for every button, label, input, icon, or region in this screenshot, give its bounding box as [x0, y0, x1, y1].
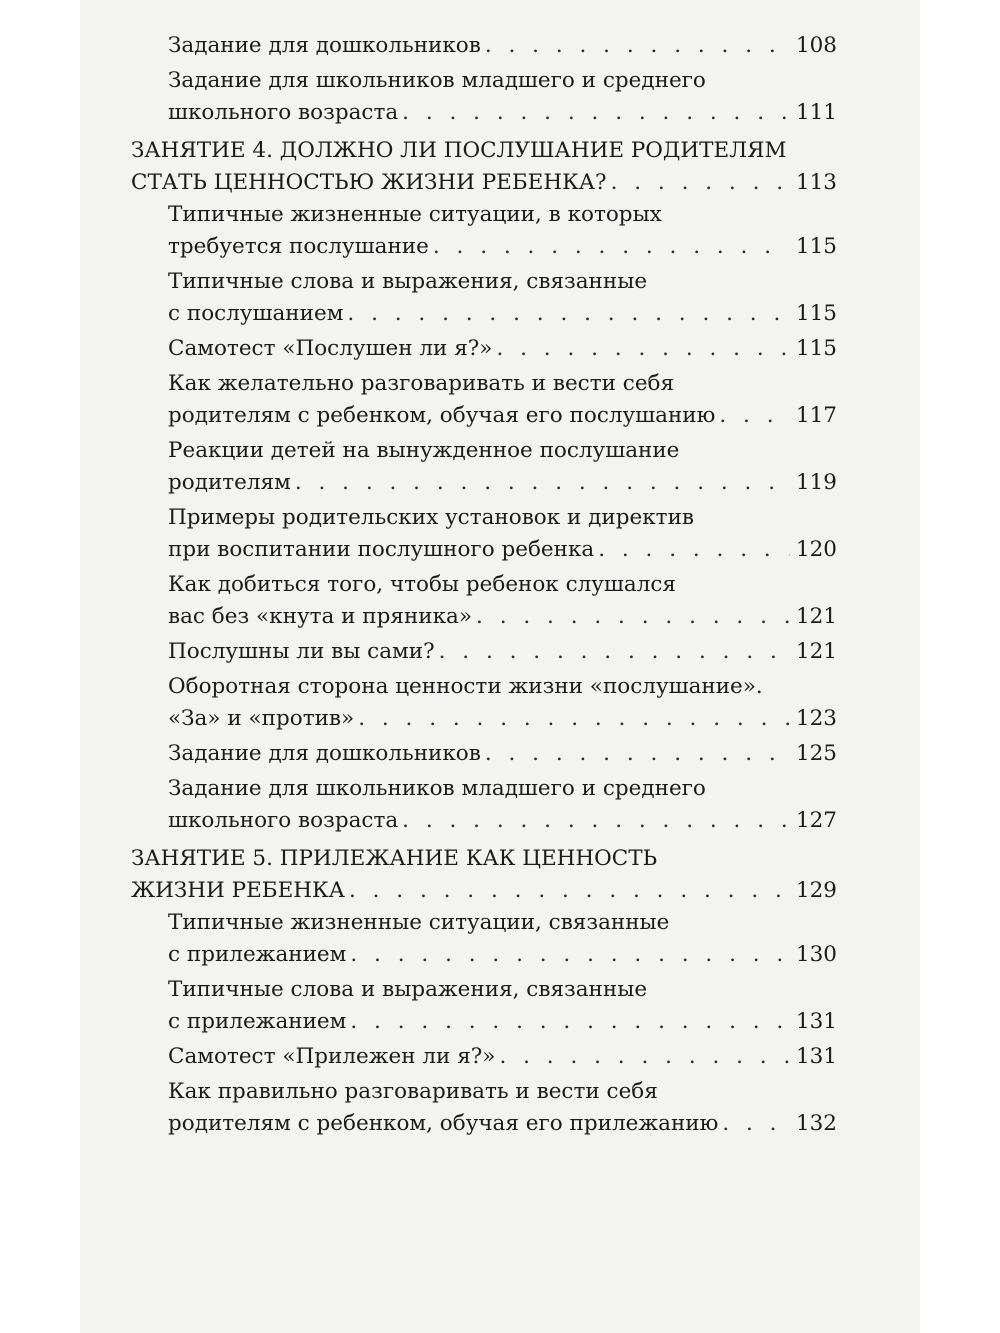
toc-page-number: 130: [795, 942, 837, 967]
toc-entry-title: школьного возраста: [168, 808, 399, 833]
toc-entry-last-line: [168, 534, 837, 566]
toc-page-number: 131: [795, 1009, 837, 1034]
toc-entry-line: [168, 502, 837, 534]
toc-entry-last-line: [168, 601, 837, 633]
dot-leader: [295, 467, 790, 499]
toc-entry: [131, 30, 837, 62]
toc-entry-last-line: [168, 333, 837, 365]
toc-chapter-entry: [131, 135, 837, 199]
toc-entry-title: при воспитании послушного ребенка: [168, 537, 595, 562]
toc-entry-line: [168, 671, 837, 703]
toc-entry: [131, 1041, 837, 1073]
dot-leader: [499, 1041, 790, 1073]
toc-entry-line: [131, 135, 837, 167]
toc-page-number: 123: [795, 706, 837, 731]
toc-entry-title: школьного возраста: [168, 100, 399, 125]
toc-entry: [131, 199, 837, 263]
toc-entry-title: родителям: [168, 470, 291, 495]
toc-entry-last-line: [168, 805, 837, 837]
dot-leader: [433, 231, 790, 263]
toc-entry-title: ЗАНЯТИЕ 4. ДОЛЖНО ЛИ ПОСЛУШАНИЕ РОДИТЕЛЯМ: [131, 138, 787, 163]
toc-page-number: 120: [795, 537, 837, 562]
toc-entry-title: Примеры родительских установок и директив: [168, 505, 695, 530]
dot-leader: [358, 703, 790, 735]
toc-entry-title: Как правильно разговаривать и вести себя: [168, 1079, 658, 1104]
toc-entry-line: [168, 907, 837, 939]
toc-page-number: 127: [795, 808, 837, 833]
toc-entry: [131, 907, 837, 971]
toc-entry-title: ЗАНЯТИЕ 5. ПРИЛЕЖАНИЕ КАК ЦЕННОСТЬ: [131, 846, 658, 871]
toc-entry-title: Задание для школьников младшего и среднего: [168, 776, 706, 801]
toc-page-number: 115: [795, 336, 837, 361]
toc-entry-title: Типичные слова и выражения, связанные: [168, 269, 648, 294]
dot-leader: [439, 636, 790, 668]
toc-page-number: 119: [795, 470, 837, 495]
toc-entry-line: [131, 843, 837, 875]
toc-entry-last-line: [168, 97, 837, 129]
toc-page-number: 131: [795, 1044, 837, 1069]
dot-leader: [722, 1108, 790, 1140]
toc-entry-title: с прилежанием: [168, 1009, 347, 1034]
toc-entry-title: «За» и «против»: [168, 706, 355, 731]
toc-entry: [131, 368, 837, 432]
toc-entry-title: вас без «кнута и пряника»: [168, 604, 473, 629]
dot-leader: [485, 30, 790, 62]
dot-leader: [485, 738, 790, 770]
toc-entry-title: Реакции детей на вынужденное послушание: [168, 438, 680, 463]
dot-leader: [402, 97, 790, 129]
toc-entry-last-line: [168, 400, 837, 432]
toc-entry: [131, 65, 837, 129]
toc-entry-last-line: [168, 467, 837, 499]
toc-entry: [131, 636, 837, 668]
toc-entry: [131, 1076, 837, 1140]
toc-entry-last-line: [168, 231, 837, 263]
toc-entry-last-line: [168, 1006, 837, 1038]
toc-entry-line: [168, 368, 837, 400]
toc-entry-title: СТАТЬ ЦЕННОСТЬЮ ЖИЗНИ РЕБЕНКА?: [131, 170, 607, 195]
toc-page-number: 111: [795, 100, 837, 125]
toc-page-number: 108: [795, 33, 837, 58]
toc-entry-title: Типичные жизненные ситуации, в которых: [168, 202, 662, 227]
toc-chapter-entry: [131, 843, 837, 907]
toc-page-number: 121: [795, 604, 837, 629]
toc-entry-title: Самотест «Послушен ли я?»: [168, 336, 493, 361]
toc-entry: [131, 569, 837, 633]
toc-entry-line: [168, 65, 837, 97]
toc-entry-title: Типичные слова и выражения, связанные: [168, 977, 648, 1002]
toc-page-number: 115: [795, 234, 837, 259]
toc-page-number: 115: [795, 301, 837, 326]
dot-leader: [719, 400, 790, 432]
toc-entry-title: Задание для дошкольников: [168, 33, 481, 58]
dot-leader: [611, 167, 790, 199]
toc-entry-line: [168, 569, 837, 601]
toc-entry-last-line: [168, 1108, 837, 1140]
toc-page-number: 117: [795, 403, 837, 428]
dot-leader: [476, 601, 790, 633]
toc-entry: [131, 671, 837, 735]
toc-entry-title: Задание для дошкольников: [168, 741, 481, 766]
toc-entry-line: [168, 199, 837, 231]
toc-entry-line: [168, 974, 837, 1006]
toc-entry-title: Как добиться того, чтобы ребенок слушался: [168, 572, 677, 597]
toc-entry-title: ЖИЗНИ РЕБЕНКА: [131, 878, 345, 903]
toc-entry-title: Задание для школьников младшего и среднего: [168, 68, 706, 93]
dot-leader: [402, 805, 790, 837]
toc-entry-title: Типичные жизненные ситуации, связанные: [168, 910, 670, 935]
toc-page-number: 129: [795, 878, 837, 903]
dot-leader: [347, 298, 790, 330]
dot-leader: [496, 333, 789, 365]
toc-entry: [131, 773, 837, 837]
toc-entry-line: [168, 266, 837, 298]
toc-entry-line: [168, 435, 837, 467]
toc-entry-title: родителям с ребенком, обучая его послушанию: [168, 403, 716, 428]
toc-entry-last-line: [168, 298, 837, 330]
toc-entry: [131, 333, 837, 365]
toc-entry-last-line: [168, 939, 837, 971]
dot-leader: [350, 1006, 790, 1038]
toc-entry-title: Оборотная сторона ценности жизни «послушание».: [168, 674, 763, 699]
toc-entry-title: с послушанием: [168, 301, 344, 326]
toc-entry: [131, 974, 837, 1038]
toc-entry-last-line: [168, 703, 837, 735]
toc-entry-title: требуется послушание: [168, 234, 429, 259]
toc-entry-last-line: [131, 167, 837, 199]
toc-entry: [131, 266, 837, 330]
toc-entry: [131, 738, 837, 770]
dot-leader: [349, 875, 790, 907]
toc-page-number: 125: [795, 741, 837, 766]
toc-entry-title: Послушны ли вы сами?: [168, 639, 435, 664]
toc-entry: [131, 502, 837, 566]
toc-page-number: 113: [795, 170, 837, 195]
toc-entry-last-line: [168, 30, 837, 62]
table-of-contents: [131, 30, 837, 1140]
toc-entry-last-line: [168, 1041, 837, 1073]
toc-entry-title: родителям с ребенком, обучая его прилежанию: [168, 1111, 719, 1136]
toc-entry-line: [168, 1076, 837, 1108]
toc-page-number: 132: [795, 1111, 837, 1136]
toc-entry-title: с прилежанием: [168, 942, 347, 967]
toc-entry-last-line: [168, 636, 837, 668]
toc-page-number: 121: [795, 639, 837, 664]
toc-entry-last-line: [168, 738, 837, 770]
toc-entry-line: [168, 773, 837, 805]
toc-entry: [131, 435, 837, 499]
toc-entry-title: Как желательно разговаривать и вести себя: [168, 371, 675, 396]
dot-leader: [598, 534, 790, 566]
toc-entry-last-line: [131, 875, 837, 907]
toc-entry-title: Самотест «Прилежен ли я?»: [168, 1044, 496, 1069]
dot-leader: [350, 939, 790, 971]
